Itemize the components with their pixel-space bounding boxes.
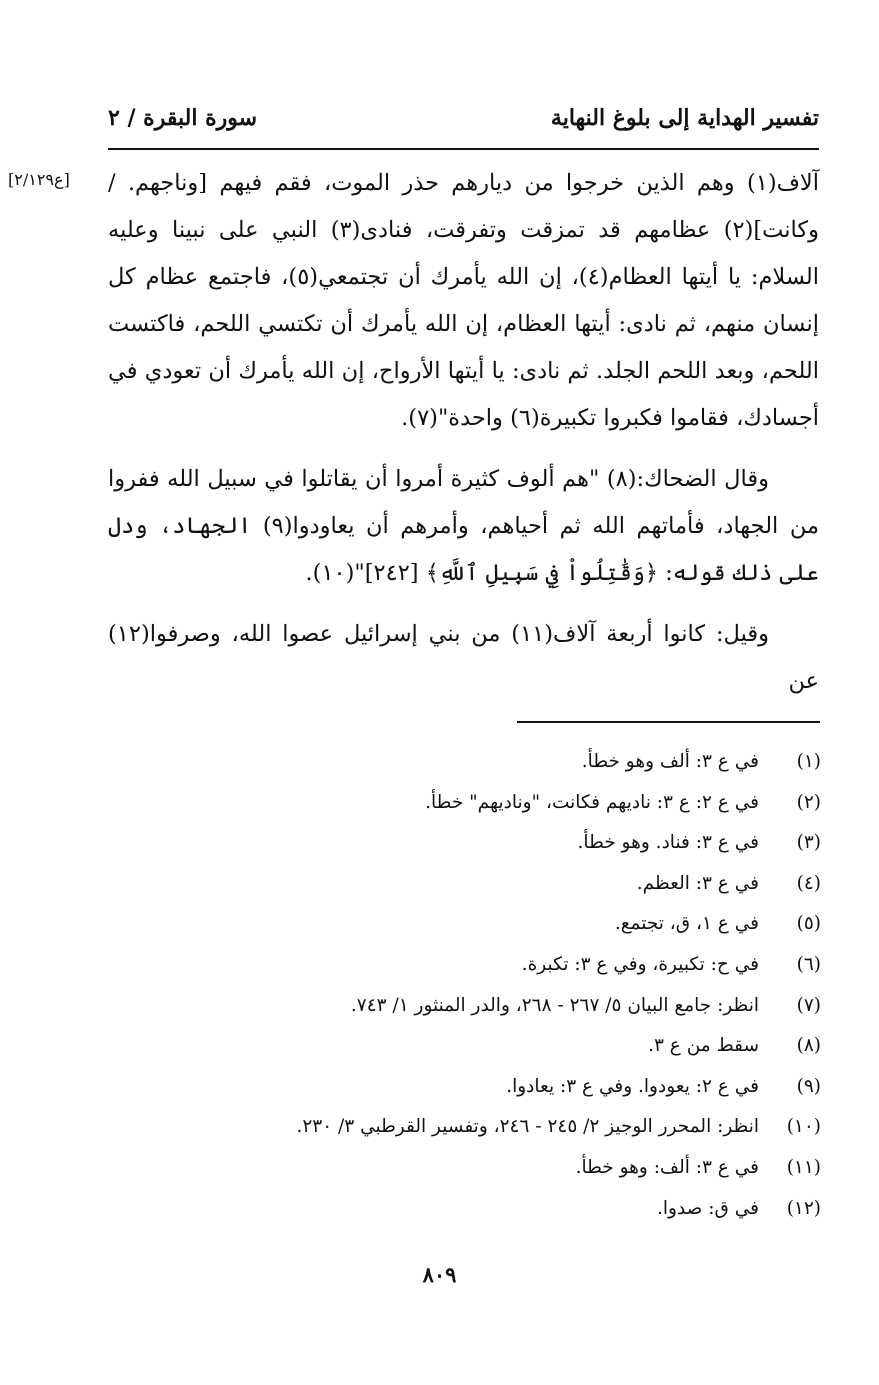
paragraph: وقيل: كانوا أربعة آلاف(١١) من بني إسرائيل عصوا الله، وصرفوا(١٢) عن — [108, 621, 819, 694]
footnote-text: في ح: تكبيرة، وفي ع ٣: تكبرة. — [521, 953, 759, 975]
footnote-text: في ق: صدوا. — [657, 1197, 759, 1219]
manuscript-folio-ref: [ع٢/١٢٩] — [8, 170, 70, 189]
footnote — [108, 1026, 821, 1067]
footnote-number: (٨) — [796, 1035, 821, 1057]
footnote — [108, 986, 821, 1027]
footnote-text: انظر: المحرر الوجيز ٢/ ٢٤٥ - ٢٤٦، وتفسير القرطبي ٣/ ٢٣٠. — [296, 1116, 759, 1138]
footnote-number: (١١) — [786, 1156, 821, 1178]
footnote-text: انظر: جامع البيان ٥/ ٢٦٧ - ٢٦٨، والدر المنثور ١/ ٧٤٣. — [350, 994, 759, 1016]
main-text — [108, 160, 819, 719]
footnote-number: (١٠) — [786, 1116, 821, 1138]
footnote-text: سقط من ع ٣. — [648, 1035, 759, 1057]
footnote-number: (٤) — [796, 872, 821, 894]
footnote-text: في ع ٣: فناد. وهو خطأ. — [577, 832, 759, 854]
footnote-text: في ع ٢: ع ٣: ناديهم فكانت، "وناديهم" خطأ. — [425, 791, 759, 813]
footnote-number: (١) — [796, 751, 821, 772]
footnote-text: في ع ٢: يعودوا. وفي ع ٣: يعادوا. — [506, 1075, 759, 1097]
footnote-text: في ع ٣: ألف وهو خطأ. — [581, 751, 759, 772]
header-divider — [108, 148, 819, 150]
footnotes — [108, 742, 821, 1229]
book-title: تفسير الهداية إلى بلوغ النهاية — [550, 105, 819, 131]
footnote-text: في ع ١، ق، تجتمع. — [614, 913, 759, 935]
footnote-text: في ع ٣: ألف: وهو خطأ. — [575, 1156, 759, 1178]
footnote-number: (١٢) — [786, 1197, 821, 1219]
footnote — [108, 1148, 821, 1189]
page-number: ٨٠٩ — [422, 1262, 457, 1287]
footnote-divider — [517, 721, 820, 723]
footnote-number: (٩) — [796, 1075, 821, 1097]
running-header — [108, 98, 819, 138]
footnote-number: (٣) — [796, 832, 821, 854]
footnote-number: (٦) — [796, 953, 821, 975]
footnote — [108, 904, 821, 945]
footnote-number: (٧) — [796, 994, 821, 1016]
footnote — [108, 1067, 821, 1108]
footnote — [108, 945, 821, 986]
footnote-number: (٢) — [796, 791, 821, 813]
footnote-number: (٥) — [796, 913, 821, 935]
footnote — [108, 742, 821, 783]
footnote — [108, 783, 821, 824]
footnote — [108, 1189, 821, 1230]
surah-label: سورة البقرة / ٢ — [108, 105, 258, 131]
footnote-text: في ع ٣: العظم. — [636, 872, 759, 894]
paragraph: وقال الضحاك:(٨) "هم ألوف كثيرة أمروا أن يقاتلوا في سبيل الله ففروا من الجهاد، فأماتهم الله ثم أحياهم، وأمرهم أن يعاودوا(٩) الجهاد، ودل على ذلك قوله: ﴿وَقَٰتِلُواْ فِي سَبِيلِ ٱللَّهِ﴾ [٢٤٢]"(١٠). — [108, 466, 819, 586]
footnote — [108, 823, 821, 864]
paragraph: آلاف(١) وهم الذين خرجوا من ديارهم حذر الموت، فقم فيهم [وناجهم. / وكانت](٢) عظامهم قد تمزقت وتفرقت، فنادى(٣) النبي على نبينا وعليه السلام: يا أيتها العظام(٤)، إن الله يأمرك أن تجتمعي(٥)، فاجتمع عظام كل إنسان منهم، ثم نادى: أيتها العظام، إن الله يأمرك أن تكتسي اللحم، فاكتست اللحم، وبعد اللحم الجلد. ثم نادى: يا أيتها الأرواح، إن الله يأمرك أن تعودي في أجسادك، فقاموا فكبروا تكبيرة(٦) واحدة"(٧). — [108, 170, 819, 431]
footnote — [108, 1107, 821, 1148]
footnote — [108, 864, 821, 905]
